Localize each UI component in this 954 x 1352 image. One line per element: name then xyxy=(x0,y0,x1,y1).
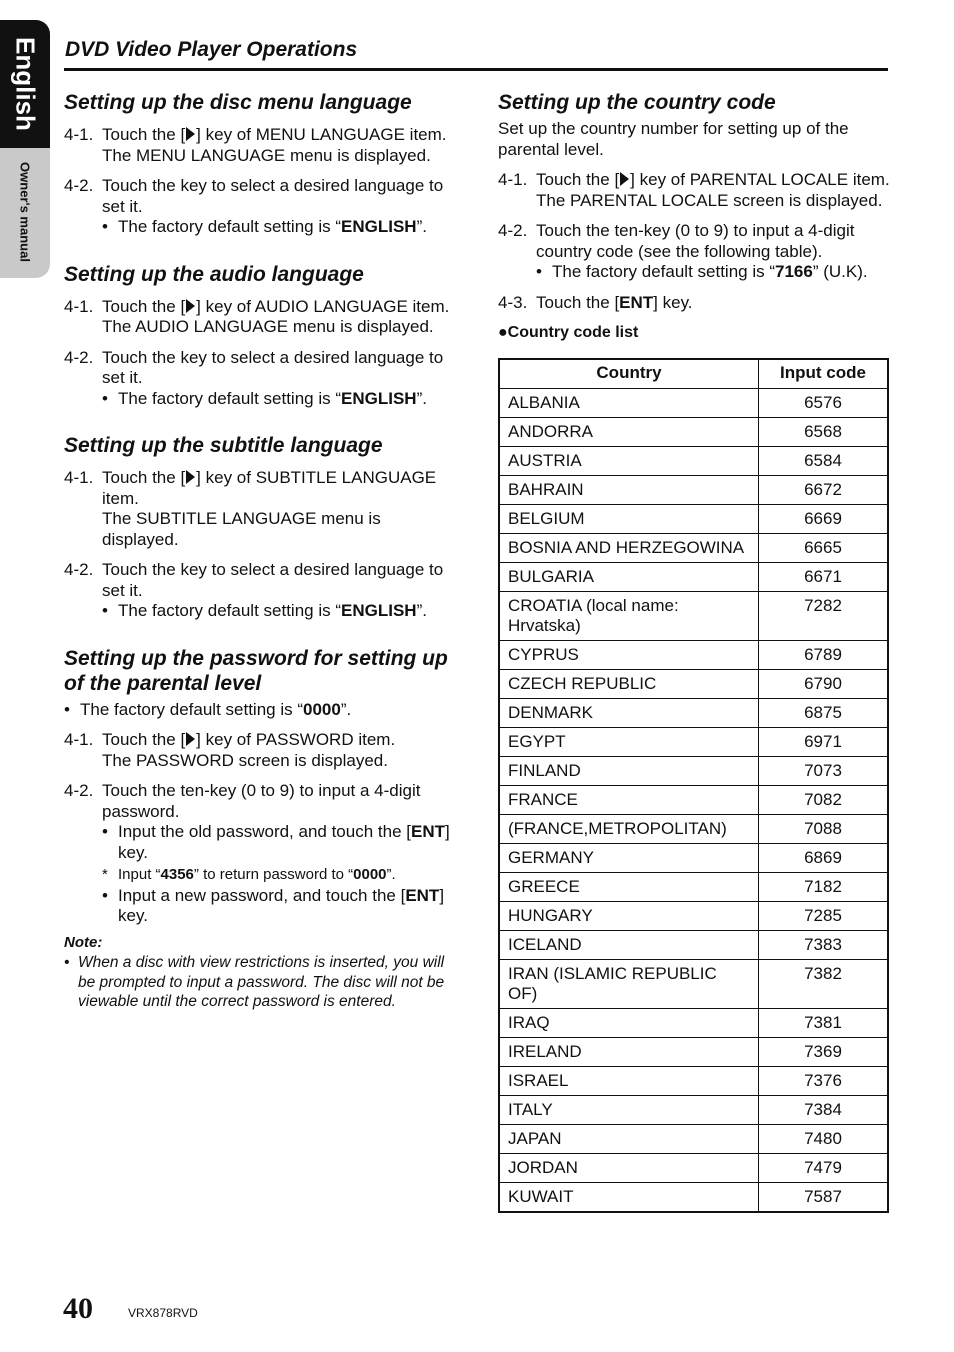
country-cell: ANDORRA xyxy=(499,417,759,446)
section-audio-language xyxy=(64,262,459,410)
default-post: ” (U.K). xyxy=(812,262,868,281)
country-cell: EGYPT xyxy=(499,727,759,756)
step-body xyxy=(102,468,459,550)
table-row xyxy=(499,669,888,698)
default-value: ENGLISH xyxy=(341,388,417,408)
section-password xyxy=(64,646,459,927)
table-row xyxy=(499,591,888,640)
right-arrow-key-icon xyxy=(186,470,195,484)
input-code-cell: 6790 xyxy=(759,669,889,698)
step-number: 4-1. xyxy=(64,296,94,316)
step xyxy=(64,468,459,550)
country-cell: JAPAN xyxy=(499,1124,759,1153)
country-cell: GREECE xyxy=(499,872,759,901)
country-cell: BELGIUM xyxy=(499,504,759,533)
default-post: ”. xyxy=(416,601,427,620)
country-cell: GERMANY xyxy=(499,843,759,872)
default-pre: The factory default setting is “ xyxy=(118,217,341,236)
bullet: • xyxy=(102,601,108,620)
step-body xyxy=(102,125,459,166)
table-row xyxy=(499,843,888,872)
bullet-pre: Input a new password, and touch the [ xyxy=(118,885,406,905)
step-number: 4-1. xyxy=(498,170,528,189)
bullet: • xyxy=(102,822,108,841)
step-number: 4-2. xyxy=(498,221,528,240)
step-text: Touch the key to select a desired language to set it. xyxy=(102,560,444,600)
bullet: • xyxy=(102,217,108,236)
table-row xyxy=(499,930,888,959)
table-row xyxy=(499,562,888,591)
step-body xyxy=(102,297,459,338)
input-code-cell: 7381 xyxy=(759,1008,889,1037)
country-cell: (FRANCE,METROPOLITAN) xyxy=(499,814,759,843)
default-pre: The factory default setting is “ xyxy=(552,262,775,281)
step-text: ] key of SUBTITLE LANGUAGE item. xyxy=(102,468,437,508)
default-pre: The factory default setting is “ xyxy=(118,601,341,620)
reset-default: 0000 xyxy=(353,866,387,883)
country-cell: HUNGARY xyxy=(499,901,759,930)
input-code-cell: 7382 xyxy=(759,959,889,1008)
table-row xyxy=(499,901,888,930)
header-rule xyxy=(64,68,888,71)
page-number: 40 xyxy=(63,1292,93,1325)
input-code-cell: 7369 xyxy=(759,1037,889,1066)
input-code-cell: 6584 xyxy=(759,446,889,475)
table-row xyxy=(499,533,888,562)
table-row xyxy=(499,872,888,901)
table-row xyxy=(499,1182,888,1212)
default-pre: The factory default setting is “ xyxy=(118,388,341,408)
step-text: ] key of AUDIO LANGUAGE item. xyxy=(196,296,450,316)
input-code-cell: 7073 xyxy=(759,756,889,785)
step-text: Touch the key to select a desired language to set it. xyxy=(102,176,444,216)
step-number: 4-2. xyxy=(64,560,94,579)
asterisk: * xyxy=(102,866,108,883)
country-cell: ICELAND xyxy=(499,930,759,959)
side-tab-manual: Owner's manual xyxy=(17,162,33,262)
country-cell: FINLAND xyxy=(499,756,759,785)
country-cell: ITALY xyxy=(499,1095,759,1124)
input-code-cell: 6789 xyxy=(759,640,889,669)
right-column xyxy=(498,90,890,1213)
step-text: Touch the [ xyxy=(102,296,186,316)
input-code-cell: 6669 xyxy=(759,504,889,533)
page-header-title: DVD Video Player Operations xyxy=(65,38,358,61)
table-row xyxy=(499,1066,888,1095)
reset-text xyxy=(118,865,396,886)
default-text xyxy=(552,262,868,283)
default-text xyxy=(118,601,427,622)
password-bullet xyxy=(102,822,459,863)
bullet-text xyxy=(118,886,459,927)
step-text: Touch the key to select a desired language to set it. xyxy=(102,347,444,387)
step-number: 4-2. xyxy=(64,176,94,195)
ent-key-label: ENT xyxy=(405,885,440,905)
table-row xyxy=(499,446,888,475)
country-cell: IRAN (ISLAMIC REPUBLIC OF) xyxy=(499,959,759,1008)
input-code-cell: 7479 xyxy=(759,1153,889,1182)
step-text: Touch the [ xyxy=(102,730,186,749)
step-result: The SUBTITLE LANGUAGE menu is displayed. xyxy=(102,509,381,549)
step-body xyxy=(536,170,890,211)
country-cell: BULGARIA xyxy=(499,562,759,591)
step-body xyxy=(102,781,459,927)
default-text xyxy=(118,217,427,238)
step-number: 4-2. xyxy=(64,781,94,800)
country-cell: DENMARK xyxy=(499,698,759,727)
table-row xyxy=(499,785,888,814)
input-code-cell: 7587 xyxy=(759,1182,889,1212)
bullet: • xyxy=(536,262,542,281)
bullet: • xyxy=(102,388,108,408)
input-code-cell: 7088 xyxy=(759,814,889,843)
table-row xyxy=(499,504,888,533)
input-code-cell: 7282 xyxy=(759,591,889,640)
country-cell: CYPRUS xyxy=(499,640,759,669)
input-code-cell: 6576 xyxy=(759,388,889,417)
table-row xyxy=(499,1095,888,1124)
step-result: The MENU LANGUAGE menu is displayed. xyxy=(102,145,431,165)
input-code-cell: 6665 xyxy=(759,533,889,562)
step-number: 4-3. xyxy=(498,292,528,312)
column-header-input-code: Input code xyxy=(759,359,889,389)
default-note xyxy=(102,389,459,410)
default-note xyxy=(64,700,459,721)
reset-pre: Input “ xyxy=(118,866,161,883)
input-code-cell: 6568 xyxy=(759,417,889,446)
table-row xyxy=(499,698,888,727)
default-text xyxy=(118,389,427,410)
step-result: The PARENTAL LOCALE screen is displayed. xyxy=(536,190,883,210)
step-number: 4-1. xyxy=(64,468,94,487)
section-menu-language xyxy=(64,90,459,238)
country-cell: BOSNIA AND HERZEGOWINA xyxy=(499,533,759,562)
country-cell: ISRAEL xyxy=(499,1066,759,1095)
step-number: 4-1. xyxy=(64,730,94,749)
country-cell: JORDAN xyxy=(499,1153,759,1182)
step xyxy=(498,293,890,314)
bullet-pre: Input the old password, and touch the [ xyxy=(118,822,411,841)
step-number: 4-1. xyxy=(64,125,94,144)
step-body xyxy=(102,560,459,622)
step-body xyxy=(102,730,459,771)
country-cell: ALBANIA xyxy=(499,388,759,417)
table-row xyxy=(499,1124,888,1153)
default-post: ”. xyxy=(416,217,427,236)
step-result: The AUDIO LANGUAGE menu is displayed. xyxy=(102,317,434,336)
step-text: ] key of PASSWORD item. xyxy=(196,730,396,749)
step-text: ] key of PARENTAL LOCALE item. xyxy=(630,170,890,189)
country-cell: FRANCE xyxy=(499,785,759,814)
bullet-post: ] key. xyxy=(118,885,445,925)
step xyxy=(64,297,459,338)
right-arrow-key-icon xyxy=(186,299,195,313)
country-cell: CZECH REPUBLIC xyxy=(499,669,759,698)
country-cell: AUSTRIA xyxy=(499,446,759,475)
step-text: Touch the ten-key (0 to 9) to input a 4-digit password. xyxy=(102,781,421,821)
country-cell: KUWAIT xyxy=(499,1182,759,1212)
bullet-post: ] key. xyxy=(118,822,450,862)
step-text: Touch the [ xyxy=(536,292,620,312)
ent-key-label: ENT xyxy=(410,822,445,841)
step-text: Touch the ten-key (0 to 9) to input a 4-digit country code (see the following table). xyxy=(536,221,855,261)
table-header-row xyxy=(499,359,888,389)
model-number: VRX878RVD xyxy=(128,1306,198,1320)
country-cell: IRAQ xyxy=(499,1008,759,1037)
default-note xyxy=(102,601,459,622)
bullet-text xyxy=(118,822,459,863)
input-code-cell: 6875 xyxy=(759,698,889,727)
input-code-cell: 7082 xyxy=(759,785,889,814)
step xyxy=(64,730,459,771)
country-cell: IRELAND xyxy=(499,1037,759,1066)
step xyxy=(498,170,890,211)
side-tab-language: English xyxy=(10,37,41,131)
default-post: ”. xyxy=(416,388,427,408)
left-column xyxy=(64,90,459,1012)
country-cell: BAHRAIN xyxy=(499,475,759,504)
default-value: 7166 xyxy=(775,262,813,281)
step xyxy=(498,221,890,283)
input-code-cell: 7285 xyxy=(759,901,889,930)
section-title: Setting up the audio language xyxy=(64,262,364,286)
table-row xyxy=(499,1037,888,1066)
default-pre: The factory default setting is “ xyxy=(80,699,303,719)
step-text: Touch the [ xyxy=(102,468,186,487)
bullet: • xyxy=(64,954,70,971)
input-code-cell: 6671 xyxy=(759,562,889,591)
step-body xyxy=(102,176,459,238)
note-item xyxy=(64,953,459,1012)
default-post: ”. xyxy=(340,699,352,719)
input-code-cell: 7384 xyxy=(759,1095,889,1124)
section-title: Setting up the disc menu language xyxy=(64,91,412,114)
password-bullet xyxy=(102,886,459,927)
column-header-country: Country xyxy=(499,359,759,389)
table-row xyxy=(499,475,888,504)
default-text xyxy=(80,700,351,721)
right-arrow-key-icon xyxy=(620,172,629,186)
input-code-cell: 6869 xyxy=(759,843,889,872)
step-body xyxy=(536,221,890,283)
input-code-cell: 7376 xyxy=(759,1066,889,1095)
default-value: ENGLISH xyxy=(341,601,417,620)
table-row xyxy=(499,1153,888,1182)
default-note xyxy=(536,262,890,283)
reset-mid: ” to return password to “ xyxy=(193,866,354,883)
step xyxy=(64,125,459,166)
step-number: 4-2. xyxy=(64,347,94,367)
step-text: ] key. xyxy=(653,292,693,312)
input-code-cell: 7383 xyxy=(759,930,889,959)
country-cell: CROATIA (local name: Hrvatska) xyxy=(499,591,759,640)
country-code-table-body xyxy=(499,388,888,1212)
section-title: Setting up the password for setting up of the parental level xyxy=(64,646,448,695)
right-arrow-key-icon xyxy=(186,732,195,746)
ent-key-label: ENT xyxy=(619,292,654,312)
step xyxy=(64,176,459,238)
table-row xyxy=(499,814,888,843)
input-code-cell: 7480 xyxy=(759,1124,889,1153)
step-text: Touch the [ xyxy=(102,125,186,144)
country-code-table xyxy=(498,358,889,1213)
bullet: • xyxy=(102,885,108,905)
note-title: Note: xyxy=(64,933,103,951)
default-value: ENGLISH xyxy=(341,217,417,236)
table-row xyxy=(499,756,888,785)
reset-code: 4356 xyxy=(160,866,194,883)
table-row xyxy=(499,417,888,446)
section-title: Setting up the subtitle language xyxy=(64,434,383,457)
section-intro: Set up the country number for setting up of the parental level. xyxy=(498,119,849,159)
table-row xyxy=(499,727,888,756)
password-reset-note xyxy=(102,865,459,886)
step xyxy=(64,348,459,410)
table-row xyxy=(499,640,888,669)
language-side-tab xyxy=(0,20,50,278)
section-title: Setting up the country code xyxy=(498,91,776,114)
reset-post: ”. xyxy=(386,866,396,883)
step-text: ] key of MENU LANGUAGE item. xyxy=(196,125,447,144)
step-text: Touch the [ xyxy=(536,170,620,189)
default-note xyxy=(102,217,459,238)
input-code-cell: 6971 xyxy=(759,727,889,756)
step-body xyxy=(536,293,890,314)
right-arrow-key-icon xyxy=(186,127,195,141)
default-value: 0000 xyxy=(303,699,341,719)
step xyxy=(64,781,459,927)
step-result: The PASSWORD screen is displayed. xyxy=(102,750,388,770)
step xyxy=(64,560,459,622)
note-text: When a disc with view restrictions is inserted, you will be prompted to input a password. The disc will not be viewable until the correct password is entered. xyxy=(78,954,445,1010)
note-block xyxy=(64,933,459,1012)
input-code-cell: 7182 xyxy=(759,872,889,901)
country-list-title: ●Country code list xyxy=(498,324,639,341)
bullet: • xyxy=(64,699,70,719)
table-row xyxy=(499,959,888,1008)
input-code-cell: 6672 xyxy=(759,475,889,504)
step-body xyxy=(102,348,459,410)
section-subtitle-language xyxy=(64,433,459,622)
table-row xyxy=(499,388,888,417)
table-row xyxy=(499,1008,888,1037)
